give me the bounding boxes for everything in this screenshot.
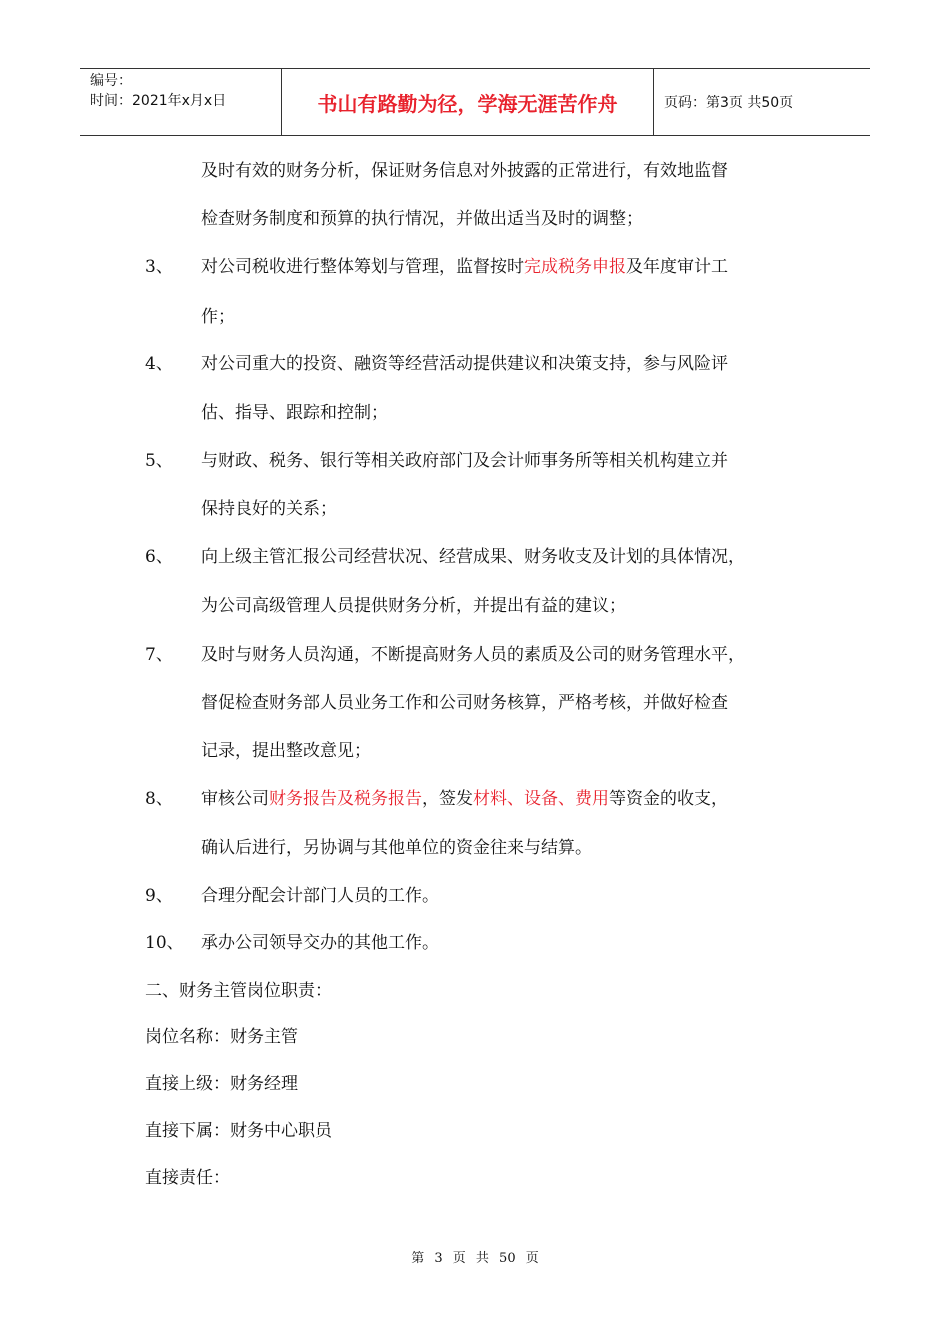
list-item: 向上级主管汇报公司经营状况、经营成果、财务收支及计划的具体情况， (201, 547, 745, 567)
list-item-continuation: 督促检查财务部人员业务工作和公司财务核算，严格考核，并做好检查 (201, 693, 728, 713)
direct-subordinates: 直接下属：财务中心职员 (145, 1121, 332, 1141)
list-item: 审核公司财务报告及税务报告，签发材料、设备、费用等资金的收支， (201, 789, 728, 809)
highlight-text: 财务报告及税务报告 (269, 789, 422, 809)
highlight-text: 完成税务申报 (524, 257, 626, 277)
list-item: 合理分配会计部门人员的工作。 (201, 886, 439, 906)
item-number: 8、 (145, 789, 173, 809)
list-item-continuation: 保持良好的关系； (201, 499, 337, 519)
document-date: 时间：2021年x月x日 (90, 93, 227, 109)
position-name: 岗位名称：财务主管 (145, 1027, 298, 1047)
paragraph-line: 检查财务制度和预算的执行情况，并做出适当及时的调整； (201, 209, 643, 229)
document-number-label: 编号： (90, 73, 132, 89)
header-motto: 书山有路勤为径，学海无涯苦作舟 (282, 69, 654, 135)
item-number: 10、 (145, 933, 184, 953)
list-item: 与财政、税务、银行等相关政府部门及会计师事务所等相关机构建立并 (201, 451, 728, 471)
header-meta (80, 69, 282, 135)
header-page-info: 页码：第3页 共50页 (664, 95, 794, 111)
list-item: 对公司税收进行整体筹划与管理，监督按时完成税务申报及年度审计工 (201, 257, 728, 277)
highlight-text: 材料、设备、费用 (473, 789, 609, 809)
page-header (80, 68, 870, 136)
item-number: 3、 (145, 257, 173, 277)
list-item-continuation: 记录，提出整改意见； (201, 741, 371, 761)
page-footer: 第 3 页 共 50 页 (411, 1251, 539, 1266)
direct-responsibility: 直接责任： (145, 1168, 230, 1188)
item-number: 5、 (145, 451, 173, 471)
list-item: 及时与财务人员沟通，不断提高财务人员的素质及公司的财务管理水平， (201, 645, 745, 665)
list-item: 对公司重大的投资、融资等经营活动提供建议和决策支持，参与风险评 (201, 354, 728, 374)
list-item: 承办公司领导交办的其他工作。 (201, 933, 439, 953)
list-item-continuation: 作； (201, 307, 235, 327)
paragraph-line: 及时有效的财务分析，保证财务信息对外披露的正常进行，有效地监督 (201, 161, 728, 181)
item-number: 6、 (145, 547, 173, 567)
item-number: 4、 (145, 354, 173, 374)
section-heading: 二、财务主管岗位职责： (145, 981, 332, 1001)
list-item-continuation: 为公司高级管理人员提供财务分析，并提出有益的建议； (201, 596, 626, 616)
list-item-continuation: 确认后进行，另协调与其他单位的资金往来与结算。 (201, 838, 592, 858)
list-item-continuation: 估、指导、跟踪和控制； (201, 403, 388, 423)
direct-superior: 直接上级：财务经理 (145, 1074, 298, 1094)
item-number: 7、 (145, 645, 173, 665)
item-number: 9、 (145, 886, 173, 906)
